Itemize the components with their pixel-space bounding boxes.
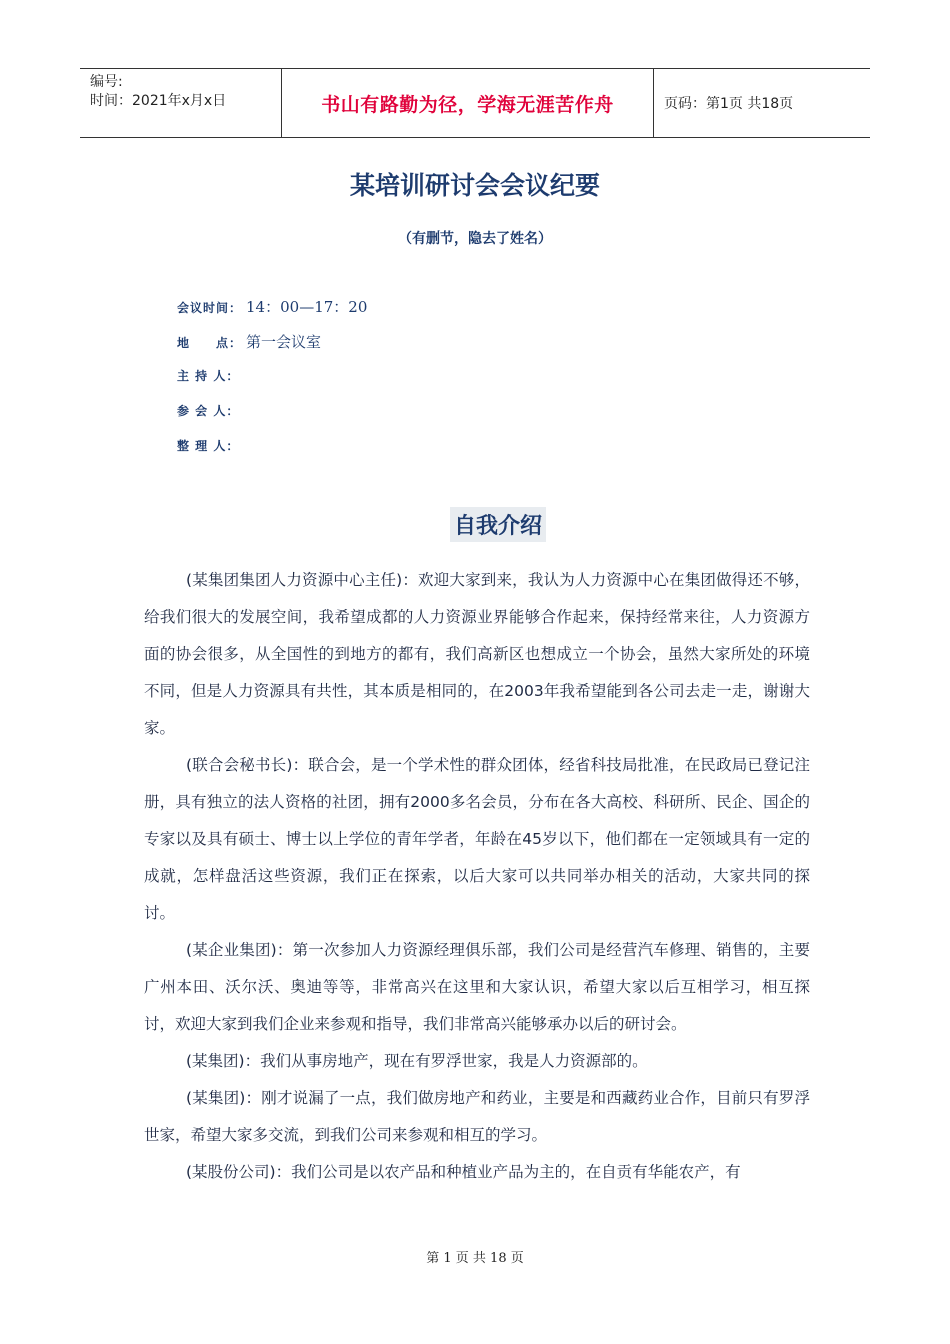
header-motto-cell xyxy=(282,69,654,137)
meta-recorder-label: 整 理 人： xyxy=(177,439,240,453)
document-title: 某培训研讨会会议纪要 xyxy=(349,171,600,200)
meta-place-label: 地 点： xyxy=(177,336,243,350)
meta-place-value: 第一会议室 xyxy=(246,333,322,351)
page-info: 页码：第1页 共18页 xyxy=(664,96,794,112)
section-heading: 自我介绍 xyxy=(450,507,546,542)
meta-participants xyxy=(177,402,239,419)
paragraph: (某股份公司)：我们公司是以农产品和种植业产品为主的，在自贡有华能农产，有 xyxy=(186,1163,741,1181)
meta-place xyxy=(177,331,321,352)
meta-time xyxy=(177,296,367,317)
page-footer: 第 1 页 共 18 页 xyxy=(426,1251,524,1266)
number-label: 编号: xyxy=(90,74,123,90)
meta-time-label: 会议时间： xyxy=(177,301,243,315)
body-text xyxy=(144,562,810,1191)
header-page-cell xyxy=(654,69,870,137)
paragraph: (某企业集团)：第一次参加人力资源经理俱乐部，我们公司是经营汽车修理、销售的，主要广州本田、沃尔沃、奥迪等等，非常高兴在这里和大家认识，希望大家以后互相学习，相互探讨，欢迎大家到我们企业来参观和指导，我们非常高兴能够承办以后的研讨会。 xyxy=(144,941,810,1033)
paragraph: (联合会秘书长)：联合会，是一个学术性的群众团体，经省科技局批准，在民政局已登记注册，具有独立的法人资格的社团，拥有2000多名会员，分布在各大高校、科研所、民企、国企的专家以及具有硕士、博士以上学位的青年学者，年龄在45岁以下，他们都在一定领域具有一定的成就，怎样盘活这些资源，我们正在探索，以后大家可以共同举办相关的活动，大家共同的探讨。 xyxy=(144,756,810,922)
paragraph: (某集团)：我们从事房地产，现在有罗浮世家，我是人力资源部的。 xyxy=(186,1052,648,1070)
motto-text: 书山有路勤为径，学海无涯苦作舟 xyxy=(321,93,614,116)
meta-host xyxy=(177,367,239,384)
paragraph: (某集团集团人力资源中心主任)：欢迎大家到来，我认为人力资源中心在集团做得还不够，给我们很大的发展空间，我希望成都的人力资源业界能够合作起来，保持经常来往，人力资源方面的协会很多，从全国性的到地方的都有，我们高新区也想成立一个协会，虽然大家所处的环境不同，但是人力资源具有共性，其本质是相同的，在2003年我希望能到各公司去走一走，谢谢大家。 xyxy=(144,571,810,737)
time-label: 时间：2021年x月x日 xyxy=(90,93,227,109)
meta-host-label: 主 持 人： xyxy=(177,369,240,383)
paragraph: (某集团)：刚才说漏了一点，我们做房地产和药业，主要是和西藏药业合作，目前只有罗浮世家，希望大家多交流，到我们公司来参观和相互的学习。 xyxy=(144,1089,810,1144)
header-left-cell xyxy=(80,69,282,137)
document-subtitle: （有删节，隐去了姓名） xyxy=(398,231,552,247)
header-table xyxy=(80,68,870,138)
meta-recorder xyxy=(177,437,239,454)
meta-participants-label: 参 会 人： xyxy=(177,404,240,418)
meta-time-value: 14：00—17：20 xyxy=(246,298,368,316)
